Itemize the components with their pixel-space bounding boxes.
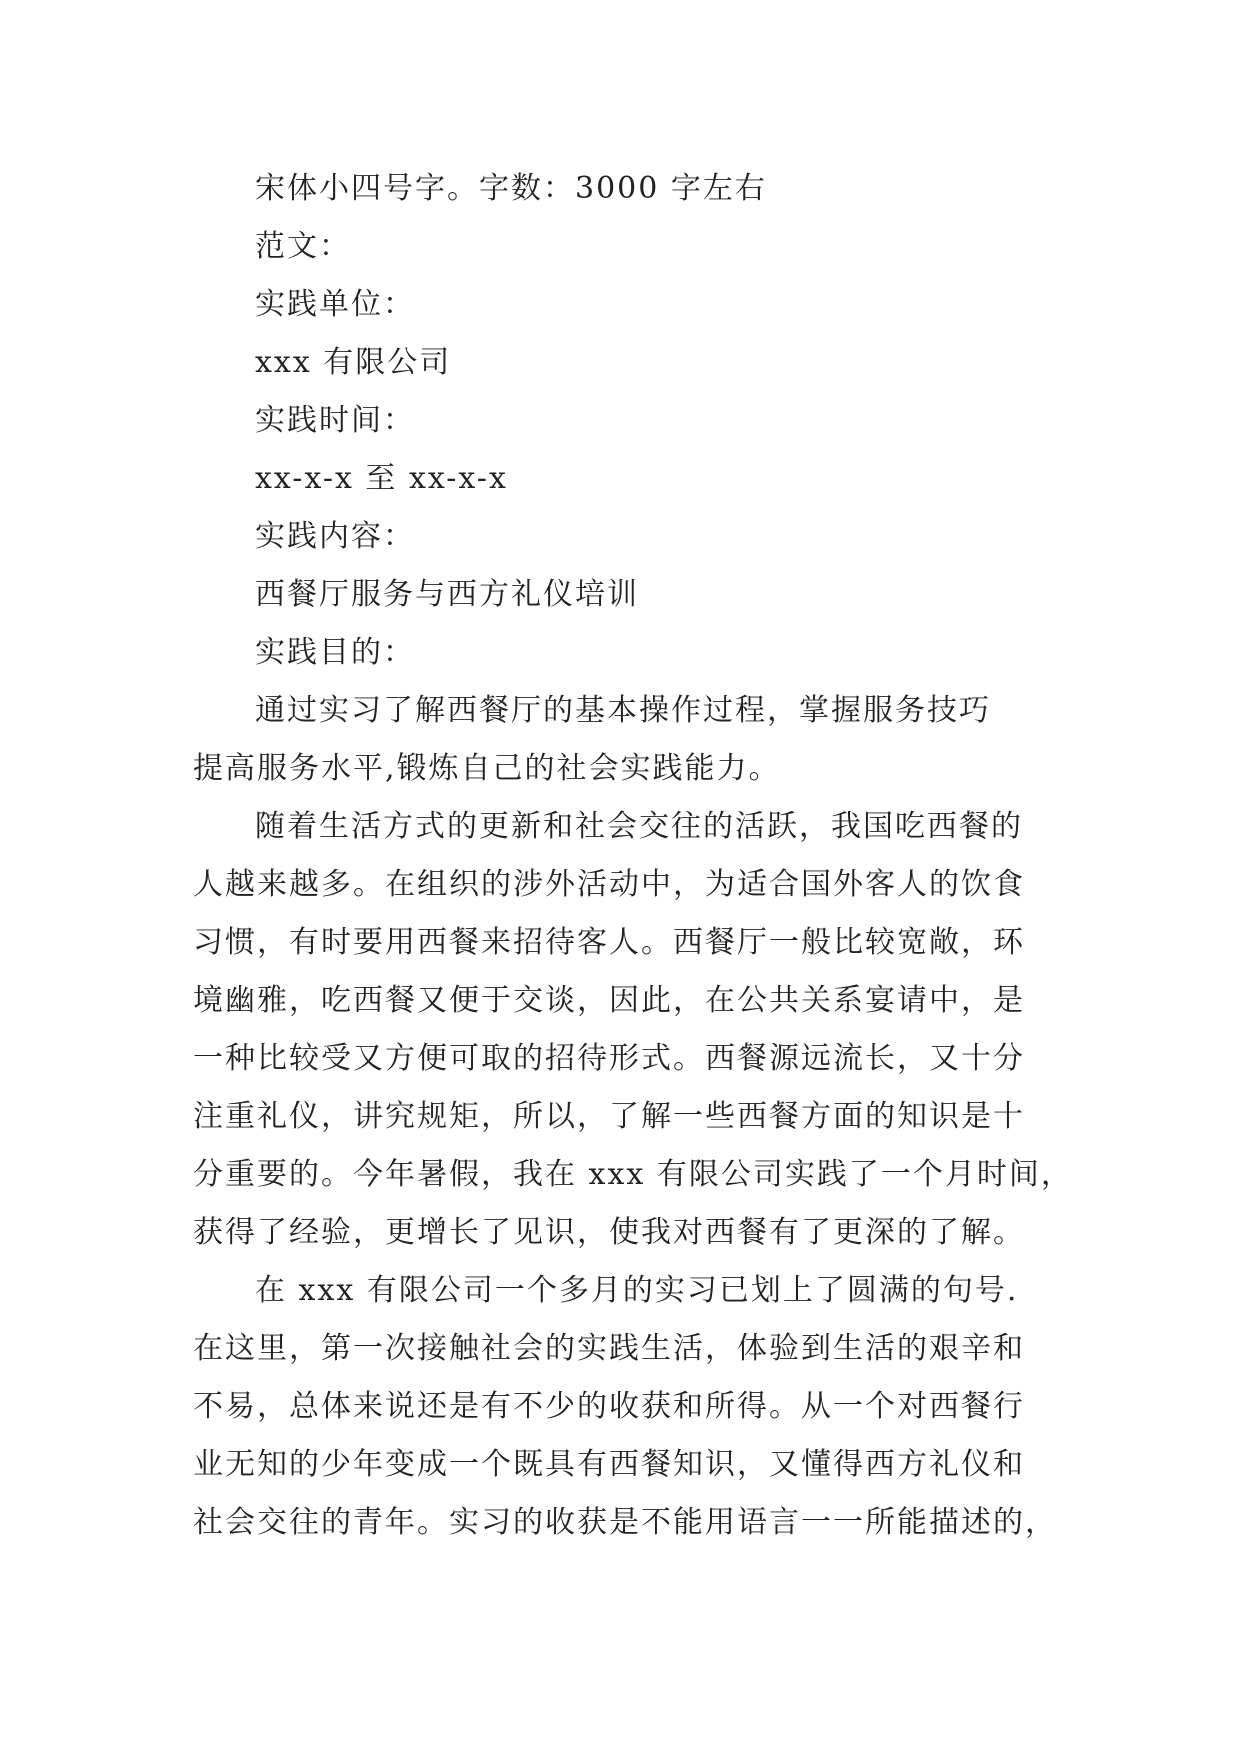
- practice-time-label: 实践时间：: [255, 403, 415, 438]
- sample-label: 范文：: [255, 229, 351, 264]
- paragraph-summary: [193, 1262, 1063, 1552]
- paragraph-line: 获得了经验，更增长了见识，使我对西餐有了更深的了解。: [193, 1215, 1025, 1250]
- practice-content-value: 西餐厅服务与西方礼仪培训: [255, 577, 639, 612]
- format-note: 宋体小四号字。字数：3000 字左右: [255, 171, 767, 206]
- paragraph-purpose: [193, 682, 1063, 798]
- paragraph-line: 业无知的少年变成一个既具有西餐知识，又懂得西方礼仪和: [193, 1447, 1025, 1482]
- paragraph-line: 在这里，第一次接触社会的实践生活，体验到生活的艰辛和: [193, 1331, 1025, 1366]
- paragraph-line: 通过实习了解西餐厅的基本操作过程，掌握服务技巧: [255, 693, 991, 728]
- practice-time-value: xx-x-x 至 xx-x-x: [255, 461, 508, 496]
- paragraph-line: 习惯，有时要用西餐来招待客人。西餐厅一般比较宽敞，环: [193, 925, 1025, 960]
- practice-unit-value: xxx 有限公司: [255, 345, 452, 380]
- practice-content-label: 实践内容：: [255, 519, 415, 554]
- paragraph-line: 在 xxx 有限公司一个多月的实习已划上了圆满的句号.: [255, 1273, 1019, 1308]
- paragraph-line: 一种比较受又方便可取的招待形式。西餐源远流长，又十分: [193, 1041, 1025, 1076]
- practice-unit-label: 实践单位：: [255, 287, 415, 322]
- paragraph-line: 境幽雅，吃西餐又便于交谈，因此，在公共关系宴请中，是: [193, 983, 1025, 1018]
- document-body: [193, 160, 1073, 1552]
- practice-purpose-label: 实践目的：: [255, 635, 415, 670]
- paragraph-line: 社会交往的青年。实习的收获是不能用语言一一所能描述的，: [193, 1505, 1057, 1540]
- paragraph-line: 注重礼仪，讲究规矩，所以，了解一些西餐方面的知识是十: [193, 1099, 1025, 1134]
- paragraph-line: 不易，总体来说还是有不少的收获和所得。从一个对西餐行: [193, 1389, 1025, 1424]
- paragraph-line: 提高服务水平,锻炼自己的社会实践能力。: [193, 751, 781, 786]
- paragraph-intro: [193, 798, 1073, 1262]
- paragraph-line: 分重要的。今年暑假，我在 xxx 有限公司实践了一个月时间，: [193, 1157, 1073, 1192]
- paragraph-line: 随着生活方式的更新和社会交往的活跃，我国吃西餐的: [255, 809, 1023, 844]
- paragraph-line: 人越来越多。在组织的涉外活动中，为适合国外客人的饮食: [193, 867, 1025, 902]
